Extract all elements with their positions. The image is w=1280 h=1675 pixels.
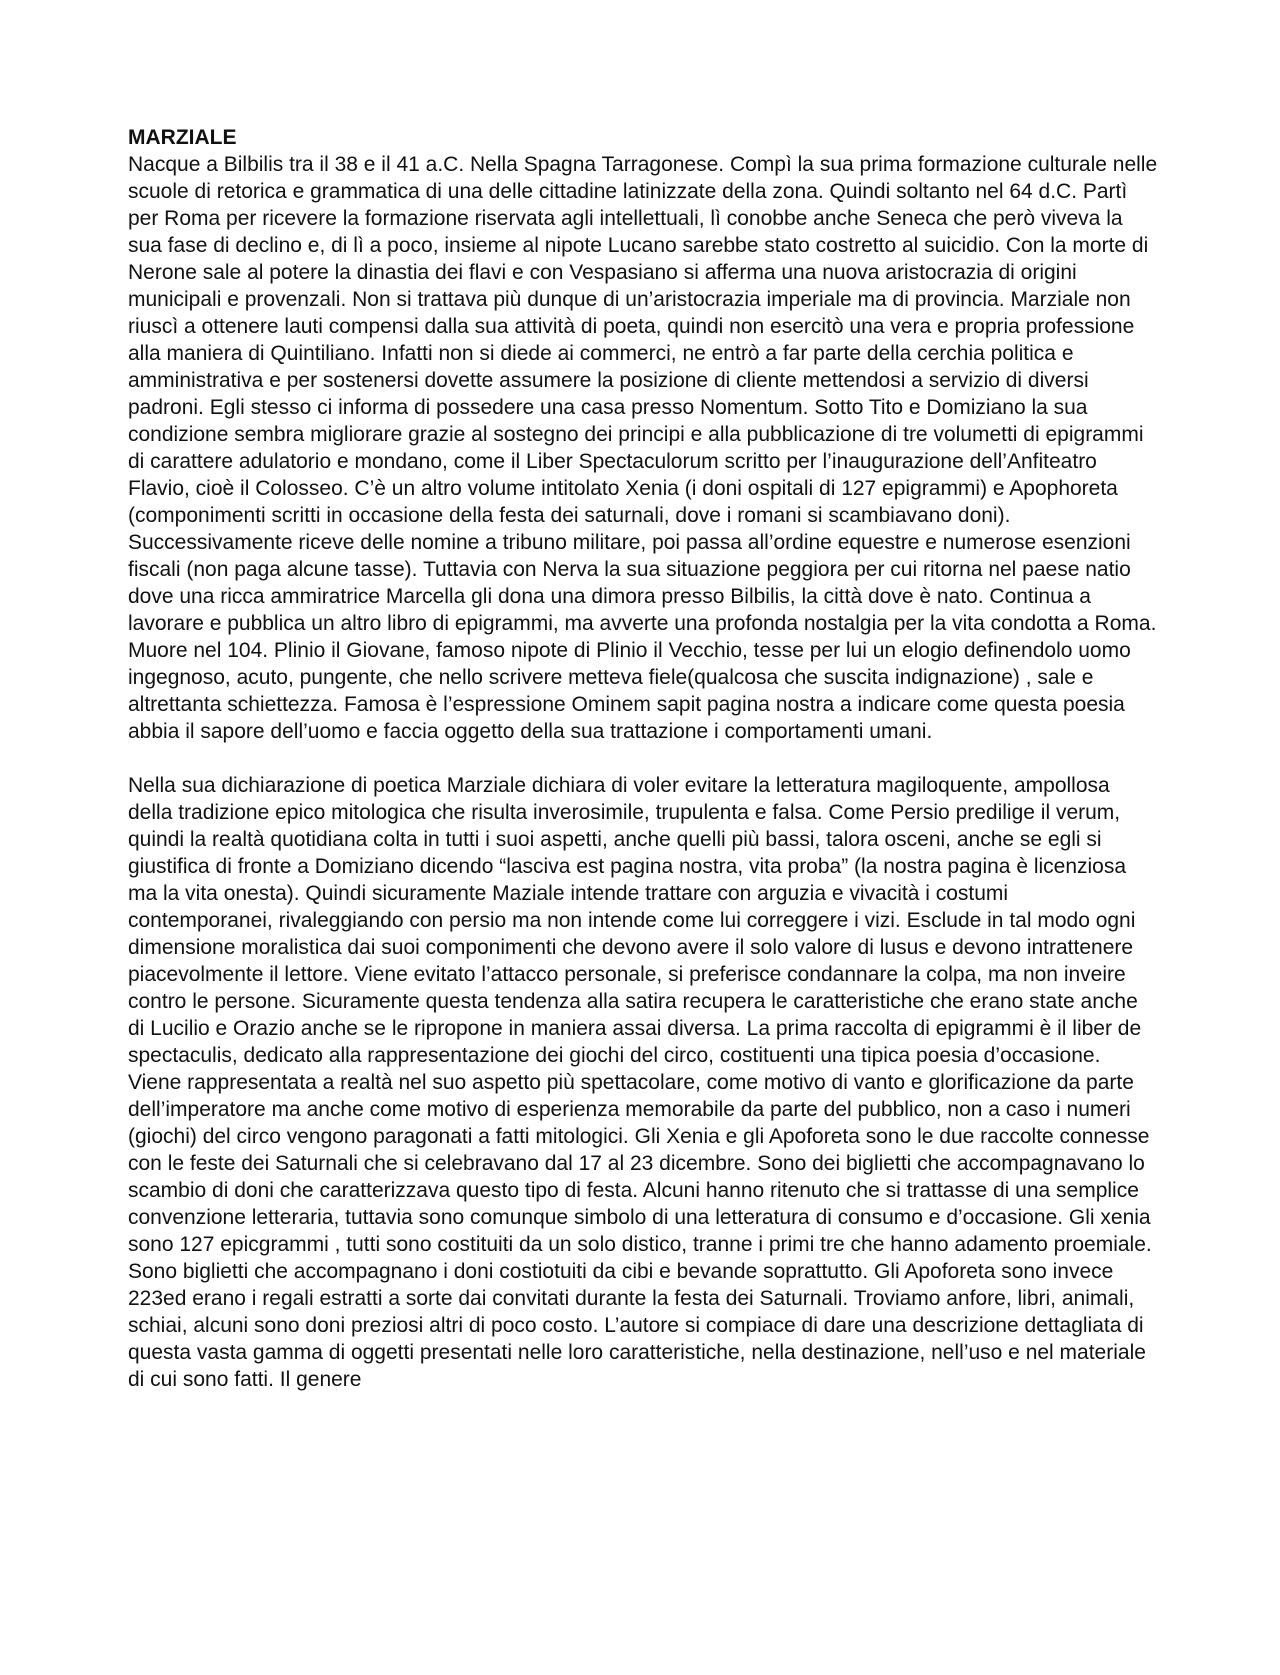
paragraph-biography: Nacque a Bilbilis tra il 38 e il 41 a.C. Nella Spagna Tarragonese. Compì la sua prima formazione culturale nelle scuole di retorica e grammatica di una delle cittadine latinizzate della zona. Quindi soltanto nel 64 d.C. Partì per Roma per ricevere la formazione riservata agli intellettuali, lì conobbe anche Seneca che però viveva la sua fase di declino e, di lì a poco, insieme al nipote Lucano sarebbe stato costretto al suicidio. Con la morte di Nerone sale al potere la dinastia dei flavi e con Vespasiano si afferma una nuova aristocrazia di origini municipali e provenzali. Non si trattava più dunque di un’aristocrazia imperiale ma di provincia. Marziale non riuscì a ottenere lauti compensi dalla sua attività di poeta, quindi non esercitò una vera e propria professione alla maniera di Quintiliano. Infatti non si diede ai commerci, ne entrò a far parte della cerchia politica e amministrativa e per sostenersi dovette assumere la posizione di cliente mettendosi a servizio di diversi padroni. Egli stesso ci informa di possedere una casa presso Nomentum. Sotto Tito e Domiziano la sua condizione sembra migliorare grazie al sostegno dei principi e alla pubblicazione di tre volumetti di epigrammi di carattere adulatorio e mondano, come il Liber Spectaculorum scritto per l’inaugurazione dell’Anfiteatro Flavio, cioè il Colosseo. C’è un altro volume intitolato Xenia (i doni ospitali di 127 epigrammi) e Apophoreta (componimenti scritti in occasione della festa dei saturnali, dove i romani si scambiavano doni). Successivamente riceve delle nomine a tribuno militare, poi passa all’ordine equestre e numerose esenzioni fiscali (non paga alcune tasse). Tuttavia con Nerva la sua situazione peggiora per cui ritorna nel paese natio dove una ricca ammiratrice Marcella gli dona una dimora presso Bilbilis, la città dove è nato. Continua a lavorare e pubblica un altro libro di epigrammi, ma avverte una profonda nostalgia per la vita condotta a Roma. Muore nel 104. Plinio il Giovane, famoso nipote di Plinio il Vecchio, tesse per lui un elogio definendolo uomo ingegnoso, acuto, pungente, che nello scrivere metteva fiele(qualcosa che suscita indignazione) , sale e altrettanta schiettezza. Famosa è l’espressione Ominem sapit pagina nostra a indicare come questa poesia abbia il sapore dell’uomo e faccia oggetto della sua trattazione i comportamenti umani.: [128, 153, 1158, 743]
document-page: [128, 124, 1158, 1393]
document-title: MARZIALE: [128, 126, 237, 149]
paragraph-poetics: Nella sua dichiarazione di poetica Marziale dichiara di voler evitare la letteratura magiloquente, ampollosa della tradizione epico mitologica che risulta inverosimile, trupulenta e falsa. Come Persio predilige il verum, quindi la realtà quotidiana colta in tutti i suoi aspetti, anche quelli più bassi, talora osceni, anche se egli si giustifica di fronte a Domiziano dicendo “lasciva est pagina nostra, vita proba” (la nostra pagina è licenziosa ma la vita onesta). Quindi sicuramente Maziale intende trattare con arguzia e vivacità i costumi contemporanei, rivaleggiando con persio ma non intende come lui correggere i vizi. Esclude in tal modo ogni dimensione moralistica dai suoi componimenti che devono avere il solo valore di lusus e devono intrattenere piacevolmente il lettore. Viene evitato l’attacco personale, si preferisce condannare la colpa, ma non inveire contro le persone. Sicuramente questa tendenza alla satira recupera le caratteristiche che erano state anche di Lucilio e Orazio anche se le ripropone in maniera assai diversa. La prima raccolta di epigrammi è il liber de spectaculis, dedicato alla rappresentazione dei giochi del circo, costituenti una tipica poesia d’occasione. Viene rappresentata a realtà nel suo aspetto più spettacolare, come motivo di vanto e glorificazione da parte dell’imperatore ma anche come motivo di esperienza memorabile da parte del pubblico, non a caso i numeri (giochi) del circo vengono paragonati a fatti mitologici. Gli Xenia e gli Apoforeta sono le due raccolte connesse con le feste dei Saturnali che si celebravano dal 17 al 23 dicembre. Sono dei biglietti che accompagnavano lo scambio di doni che caratterizzava questo tipo di festa. Alcuni hanno ritenuto che si trattasse di una semplice convenzione letteraria, tuttavia sono comunque simbolo di una letteratura di consumo e d’occasione. Gli xenia sono 127 epicgrammi , tutti sono costituiti da un solo distico, tranne i primi tre che hanno adamento proemiale. Sono biglietti che accompagnano i doni costiotuiti da cibi e bevande soprattutto. Gli Apoforeta sono invece 223ed erano i regali estratti a sorte dai convitati durante la festa dei Saturnali. Troviamo anfore, libri, animali, schiai, alcuni sono doni preziosi altri di poco costo. L’autore si compiace di dare una descrizione dettagliata di questa vasta gamma di oggetti presentati nelle loro caratteristiche, nella destinazione, nell’uso e nel materiale di cui sono fatti. Il genere: [128, 774, 1152, 1391]
